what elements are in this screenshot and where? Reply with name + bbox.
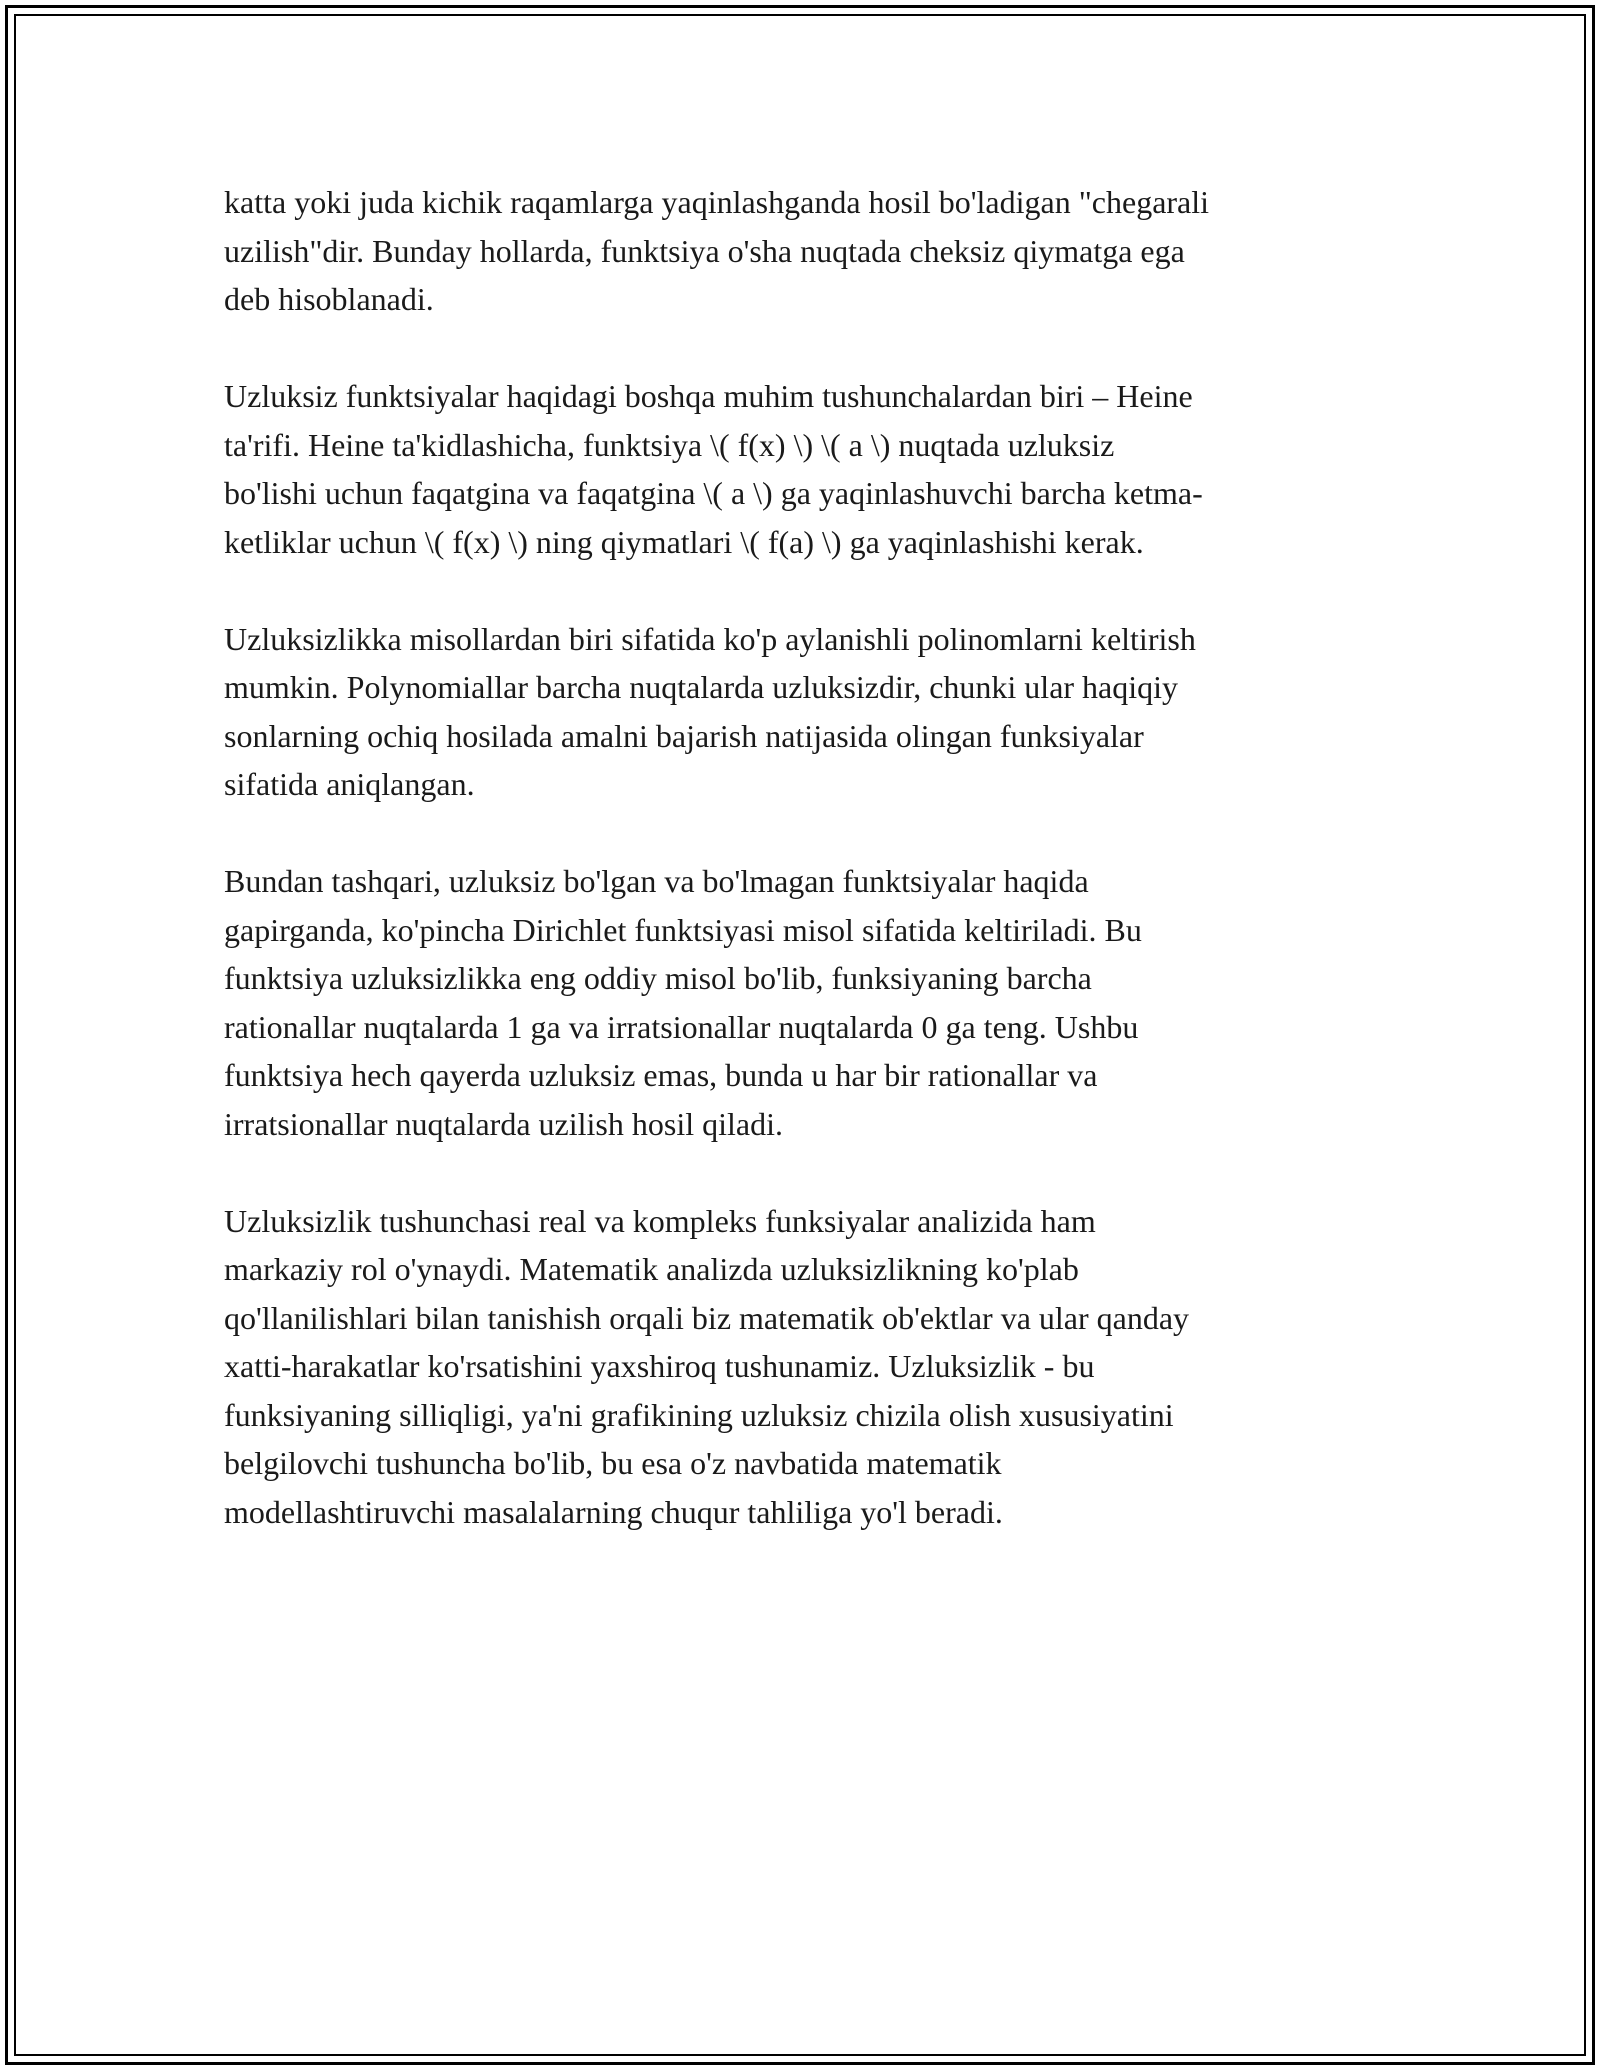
paragraph-2: Uzluksiz funktsiyalar haqidagi boshqa muhim tushunchalardan biri – Heine ta'rifi. Heine ta'kidlashicha, funktsiya \( f(x) \) \( a \) nuqtada uzluksiz bo'lishi uchun faqatgina va faqatgina \( a \) ga yaqinlashuvchi barcha ketma- ketliklar uchun \( f(x) \) ning qiymatlari \( f(a) \) ga yaqinlashishi kerak.	[224, 378, 1203, 560]
paragraph-5: Uzluksizlik tushunchasi real va kompleks funksiyalar analizida ham markaziy rol o'ynaydi. Matematik analizda uzluksizlikning ko'plab qo'llanilishlari bilan tanishish orqali biz matematik ob'ektlar va ular qanday xatti-harakatlar ko'rsatishini yaxshiroq tushunamiz. Uzluksizlik - bu funksiyaning silliqligi, ya'ni grafikining uzluksiz chizila olish xususiyatini belgilovchi tushuncha bo'lib, bu esa o'z navbatida matematik modellashtiruvchi masalalarning chuqur tahliliga yo'l beradi.	[224, 1202, 1190, 1530]
paragraph-4: Bundan tashqari, uzluksiz bo'lgan va bo'lmagan funktsiyalar haqida gapirganda, ko'pincha Dirichlet funktsiyasi misol sifatida keltiriladi. Bu funktsiya uzluksizlikka eng oddiy misol bo'lib, funksiyaning barcha rationallar nuqtalarda 1 ga va irratsionallar nuqtalarda 0 ga teng. Ushbu funktsiya hech qayerda uzluksiz emas, bunda u har bir rationallar va irratsionallar nuqtalarda uzilish hosil qiladi.	[224, 863, 1142, 1142]
paragraph-1: katta yoki juda kichik raqamlarga yaqinlashganda hosil bo'ladigan "chegarali uzilish"dir. Bunday hollarda, funktsiya o'sha nuqtada cheksiz qiymatga ega deb hisoblanadi.	[224, 184, 1210, 317]
document-body	[224, 178, 1374, 1585]
paragraph-3: Uzluksizlikka misollardan biri sifatida ko'p aylanishli polinomlarni keltirish mumkin. Polynomiallar barcha nuqtalarda uzluksizdir, chunki ular haqiqiy sonlarning ochiq hosilada amalni bajarish natijasida olingan funksiyalar sifatida aniqlangan.	[224, 620, 1196, 802]
